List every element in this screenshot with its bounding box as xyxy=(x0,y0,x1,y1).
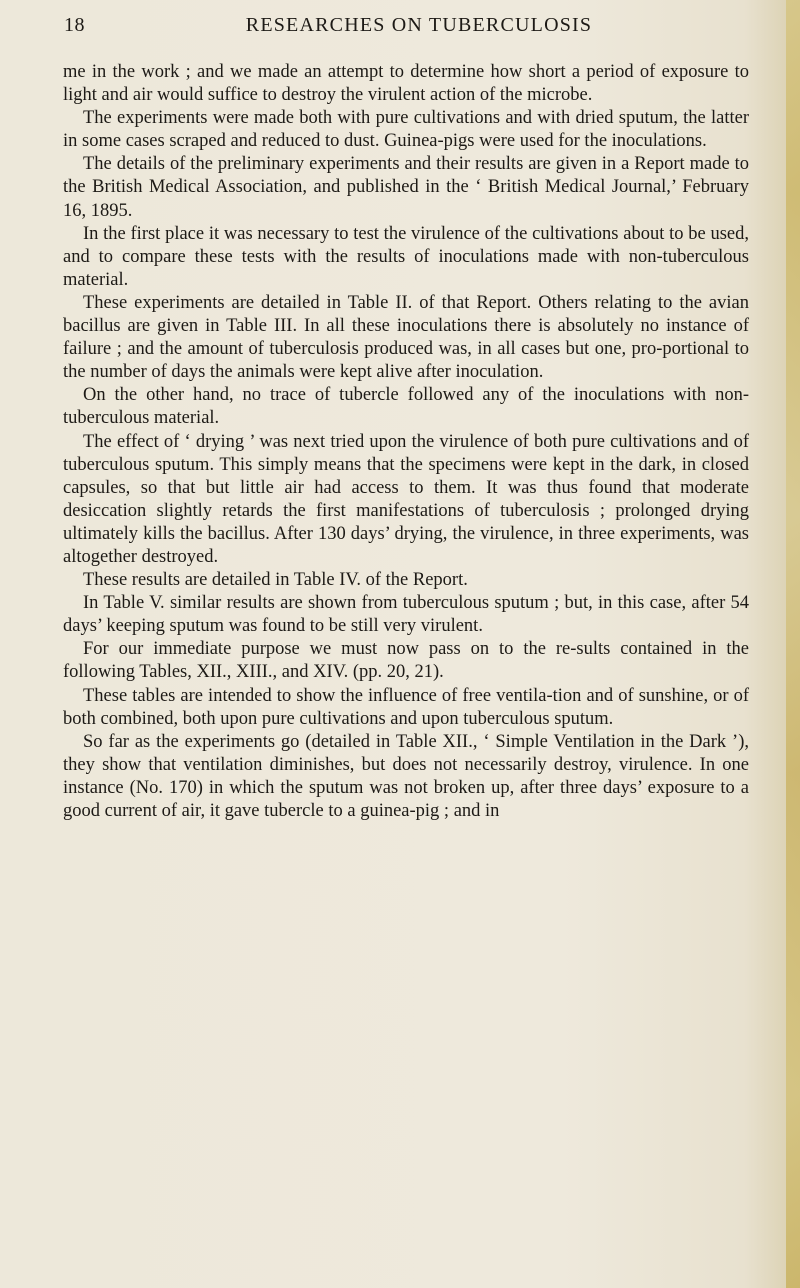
paragraph: The effect of ‘ drying ’ was next tried upon the virulence of both pure cultivations and of tuberculous sputum. This simply means that the specimens were kept in the dark, in closed capsules, so that but little air had access to them. It was thus found that moderate desiccation slightly retards the first manifestations of tuberculosis ; prolonged drying ultimately kills the bacillus. After 130 days’ drying, the virulence, in three experiments, was altogether destroyed. xyxy=(63,431,749,567)
paragraph: These tables are intended to show the influence of free ventila-tion and of sunshine, or of both combined, both upon pure cultivations and upon tuberculous sputum. xyxy=(63,685,749,729)
paragraph: The details of the preliminary experiments and their results are given in a Report made to the British Medical Association, and published in the ‘ British Medical Journal,’ February 16, 1895. xyxy=(63,154,749,221)
page-edge xyxy=(786,0,800,1288)
page-number: 18 xyxy=(64,14,85,36)
paragraph: These experiments are detailed in Table II. of that Report. Others relating to the avian bacillus are given in Table III. In all these inoculations there is absolutely no instance of failure ; and the amount of tuberculosis produced was, in all cases but one, pro-portional to the number of days the animals were kept alive after inoculation. xyxy=(63,292,749,383)
page-header xyxy=(64,14,748,44)
paragraph: On the other hand, no trace of tubercle followed any of the inoculations with non-tuberculous material. xyxy=(63,385,749,429)
paragraph: In the first place it was necessary to test the virulence of the cultivations about to be used, and to compare these tests with the results of inoculations made with non-tuberculous material. xyxy=(63,223,749,290)
paragraph: The experiments were made both with pure cultivations and with dried sputum, the latter in some cases scraped and reduced to dust. Guinea-pigs were used for the inoculations. xyxy=(63,108,749,152)
paragraph: For our immediate purpose we must now pass on to the re-sults contained in the following Tables, XII., XIII., and XIV. (pp. 20, 21). xyxy=(63,639,749,683)
body-text xyxy=(63,61,749,823)
paragraph: In Table V. similar results are shown from tuberculous sputum ; but, in this case, after 54 days’ keeping sputum was found to be still very virulent. xyxy=(63,593,749,637)
paragraph: These results are detailed in Table IV. of the Report. xyxy=(83,570,468,591)
running-title: RESEARCHES ON TUBERCULOSIS xyxy=(245,14,593,36)
paragraph: So far as the experiments go (detailed in Table XII., ‘ Simple Ventilation in the Dark ’), they show that ventilation diminishes, but does not necessarily destroy, virulence. In one instance (No. 170) in which the sputum was not broken up, after three days’ exposure to a good current of air, it gave tubercle to a guinea-pig ; and in xyxy=(63,731,749,821)
paragraph: me in the work ; and we made an attempt to determine how short a period of exposure to light and air would suffice to destroy the virulent action of the microbe. xyxy=(63,62,749,106)
